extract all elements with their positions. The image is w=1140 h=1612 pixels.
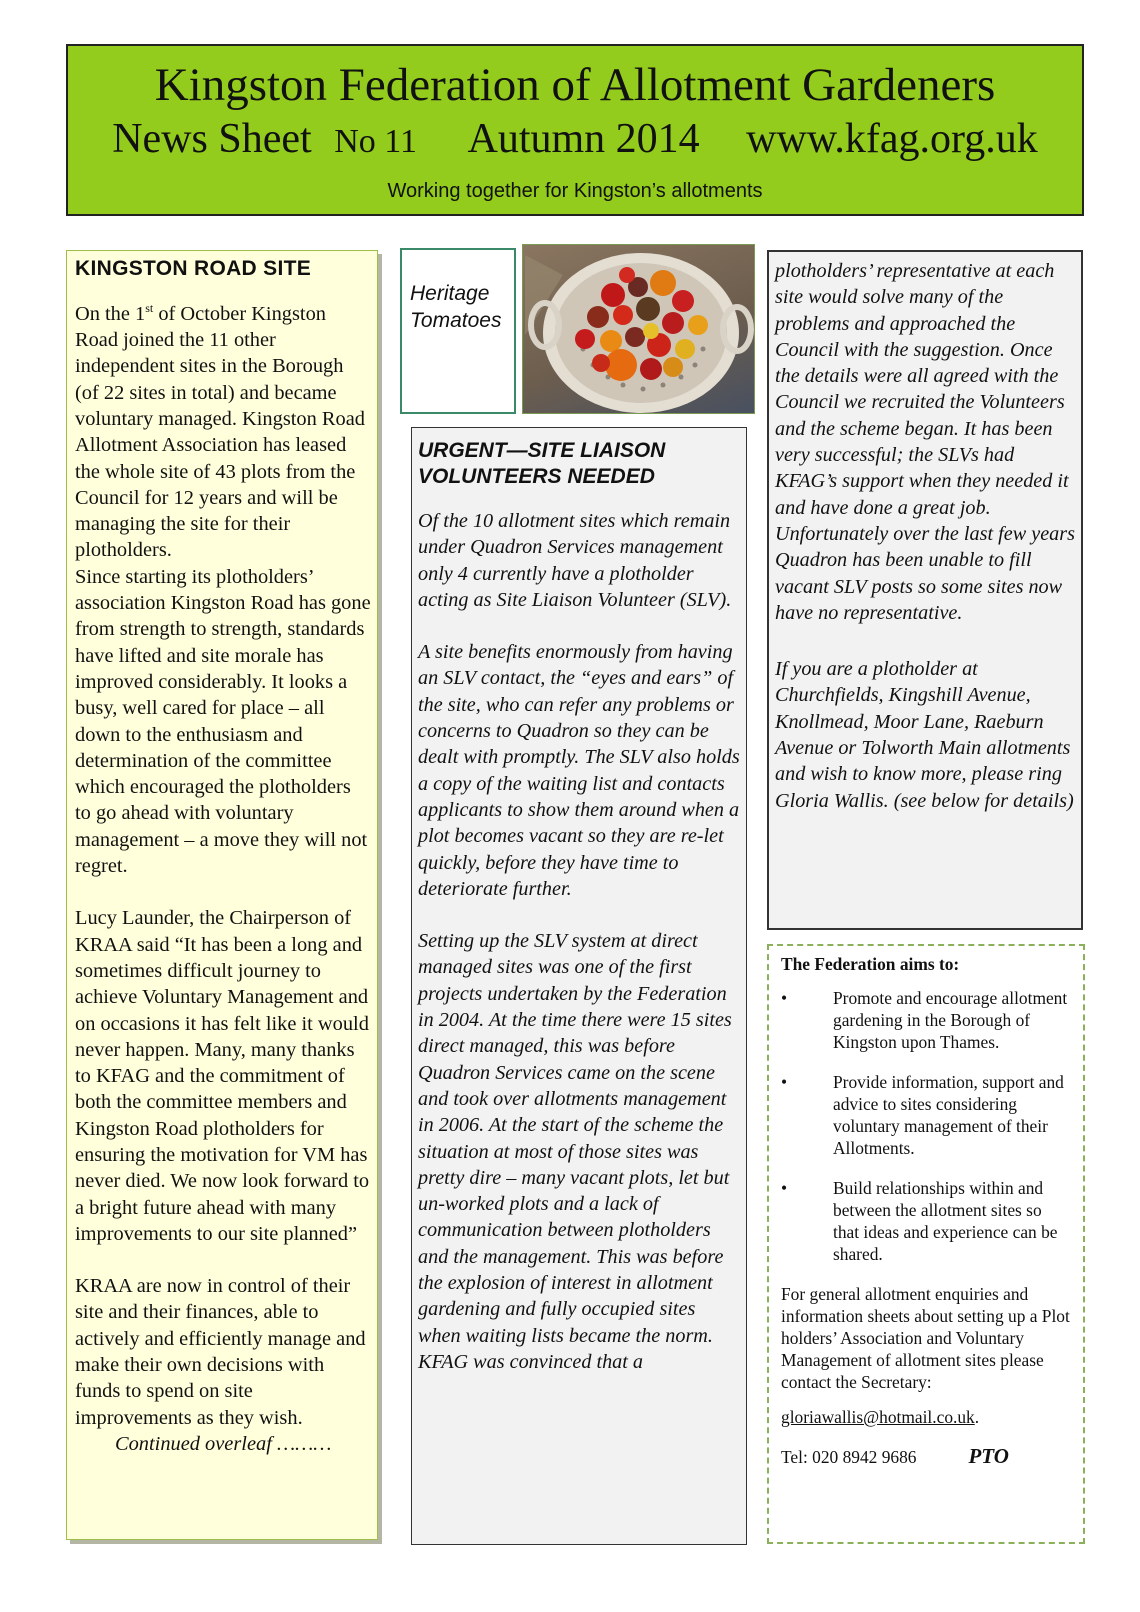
article-paragraph: Since starting its plotholders’ association Kingston Road has gone from strength to strength, standards have lifted and site morale has improved considerably. It looks a busy, well cared for place – all down to the enthusiasm and determination of the committee which encouraged the plotholders to go ahead with voluntary management – a move they will not regret. xyxy=(75,565,371,878)
article-paragraph: A site benefits enormously from having an SLV contact, the “eyes and ears” of the site, who can refer any problems or concerns to Quadron so they can be dealt with promptly. The SLV also holds a copy of the waiting list and contacts applicants to show them around when a plot becomes vacant so they are re-let quickly, before they have time to deteriorate further. xyxy=(418,641,740,900)
issue-season: Autumn 2014 xyxy=(467,116,700,162)
aims-heading: The Federation aims to: xyxy=(781,954,960,974)
bullet-icon: • xyxy=(781,1178,788,1198)
article-paragraph: KRAA are now in control of their site and their finances, able to actively and efficiently manage and make their own decisions with funds to spend on site improvements as they wish. xyxy=(75,1275,366,1429)
kingston-road-article xyxy=(66,250,378,1540)
tomatoes-in-colander-photo-icon xyxy=(523,245,755,414)
continued-note: Continued overleaf ……… xyxy=(115,1432,332,1455)
slv-article xyxy=(411,427,747,1545)
aim-text: Build relationships within and between the allotment sites so that ideas and experience can be shared. xyxy=(833,1178,1058,1264)
article-paragraph: plotholders’ representative at each site would solve many of the problems and approached the Council with the suggestion. Once the details were all agreed with the Council we recruited the Volunteers and the scheme began. It has been very successful; the SLVs had KFAG’s support when they needed it and have done a great job. Unfortunately over the last few years Quadron has been unable to fill vacant SLV posts so some sites now have no representative. xyxy=(775,260,1075,624)
article-heading: KINGSTON ROAD SITE xyxy=(75,257,312,280)
masthead xyxy=(66,44,1084,216)
website-link[interactable]: www.kfag.org.uk xyxy=(746,116,1038,162)
list-item xyxy=(781,1071,1071,1159)
list-item xyxy=(781,987,1071,1053)
slv-heading: URGENT—SITE LIAISON VOLUNTEERS NEEDED xyxy=(418,439,666,488)
paragraph-text-start: On the 1 xyxy=(75,302,146,325)
article-paragraph: Lucy Launder, the Chairperson of KRAA said “It has been a long and sometimes difficult journey to achieve Voluntary Management and on occasions it has felt like it would never happen. Many, many thanks to KFAG and the commitment of both the committee members and Kingston Road plotholders for ensuring the motivation for VM has never died. We now look forward to a bright future ahead with many improvements to our site planned” xyxy=(75,907,370,1245)
article-paragraph: If you are a plotholder at Churchfields, Kingshill Avenue, Knollmead, Moor Lane, Raeburn Avenue or Tolworth Main allotments and wish to know more, please ring Gloria Wallis. (see below for details) xyxy=(775,658,1074,812)
ordinal-suffix: st xyxy=(145,301,154,315)
email-link[interactable]: gloriawallis@hotmail.co.uk xyxy=(781,1407,975,1427)
newsletter-title: Kingston Federation of Allotment Gardeners xyxy=(154,59,996,111)
bullet-icon: • xyxy=(781,988,788,1008)
bullet-icon: • xyxy=(781,1072,788,1092)
article-paragraph xyxy=(75,295,371,564)
aim-text: Promote and encourage allotment gardening in the Borough of Kingston upon Thames. xyxy=(833,988,1068,1052)
email-line xyxy=(781,1407,1071,1428)
tomatoes-photo xyxy=(522,244,755,414)
telephone-number: Tel: 020 8942 9686 xyxy=(781,1447,917,1467)
news-sheet-label: News Sheet xyxy=(112,116,312,162)
tel-line xyxy=(781,1444,1071,1469)
contact-text: For general allotment enquiries and information sheets about setting up a Plot holders’ Association and Voluntary Management of allotment sites please contact the Secretary: xyxy=(781,1284,1070,1392)
federation-aims-box xyxy=(767,944,1085,1544)
article-paragraph: Setting up the SLV system at direct managed sites was one of the first projects undertaken by the Federation in 2004. At the time there were 15 sites direct managed, this was before Quadron Services came on the scene and took over allotments management in 2006. At the start of the scheme the situation at most of those sites was pretty dire – many vacant plots, let but un-worked plots and a lack of communication between plotholders and the management. This was before the explosion of interest in allotment gardening and fully occupied sites when waiting lists became the norm. xyxy=(418,930,732,1347)
paragraph-text-rest: of October Kingston Road joined the 11 other independent sites in the Borough (of 22 sites in total) and became voluntary managed. Kingston Road Allotment Association has leased the whole site of 43 plots from the Council for 12 years and will be managing the site for their plotholders. xyxy=(75,302,365,562)
article-paragraph: Of the 10 allotment sites which remain under Quadron Services management only 4 currently have a plotholder acting as Site Liaison Volunteer (SLV). xyxy=(418,510,732,611)
list-item xyxy=(781,1177,1071,1265)
tagline: Working together for Kingston’s allotments xyxy=(387,180,763,202)
slv-article-continued xyxy=(767,250,1083,930)
email-suffix: . xyxy=(974,1407,980,1427)
aim-text: Provide information, support and advice to sites considering voluntary management of their Allotments. xyxy=(833,1072,1064,1158)
aims-list xyxy=(781,987,1071,1265)
issue-line xyxy=(68,114,1082,167)
article-paragraph: KFAG was convinced that a xyxy=(418,1350,644,1373)
pto-label: PTO xyxy=(968,1444,1009,1468)
photo-caption: Heritage Tomatoes xyxy=(400,248,516,414)
issue-number: No 11 xyxy=(334,123,417,160)
